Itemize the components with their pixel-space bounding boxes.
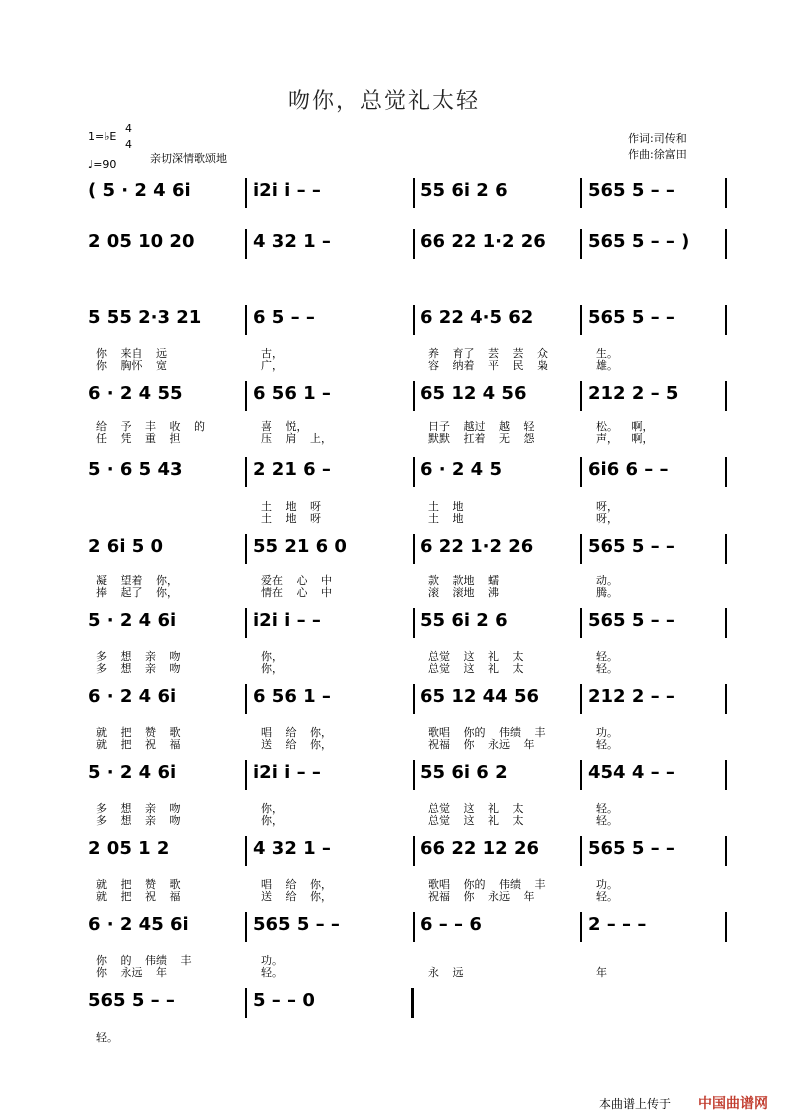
bar-line xyxy=(580,912,582,942)
measure-notes: 6 22 1·2 26 xyxy=(420,536,534,557)
lyric-text: 轻。 xyxy=(596,802,618,815)
measure-notes: 5 · 2 4 6i xyxy=(88,610,177,631)
measure-notes: 2 05 1 2 xyxy=(88,838,170,859)
lyric-text: 功。 xyxy=(596,878,618,891)
lyric-text: 土 地 呀 xyxy=(261,512,321,525)
measure-notes: 6 · 2 45 6i xyxy=(88,914,189,935)
lyric-text: 总觉 这 礼 太 xyxy=(428,650,524,663)
lyric-text: 你 永远 年 xyxy=(96,966,167,979)
lyric-text: 声， 啊， xyxy=(596,432,654,445)
lyric-text: 生。 xyxy=(596,347,618,360)
notation-system xyxy=(0,180,790,220)
bar-line xyxy=(413,381,415,411)
bar-line xyxy=(580,381,582,411)
bar-line xyxy=(580,178,582,208)
measure-notes: 5 – – 0 xyxy=(253,990,315,1011)
lyric-text: 默默 扛着 无 怨 xyxy=(428,432,535,445)
time-signature-top: 4 xyxy=(125,122,132,135)
notation-system xyxy=(0,914,790,954)
lyric-text: 土 地 呀 xyxy=(261,500,321,513)
measure-notes: 65 12 44 56 xyxy=(420,686,539,707)
measure-notes: 565 5 – – ) xyxy=(588,231,690,252)
lyric-line xyxy=(0,814,790,827)
lyric-text: 压 肩 上， xyxy=(261,432,332,445)
bar-line xyxy=(725,229,727,259)
lyric-text: 你， xyxy=(261,802,283,815)
bar-line xyxy=(245,988,247,1018)
key-signature: 1=♭E xyxy=(88,130,117,143)
bar-line xyxy=(245,912,247,942)
lyric-text: 你， xyxy=(261,650,283,663)
bar-line xyxy=(245,381,247,411)
lyric-text: 就 把 赞 歌 xyxy=(96,726,181,739)
measure-notes: 2 05 10 20 xyxy=(88,231,195,252)
measure-notes: ( 5 · 2 4 6i xyxy=(88,180,191,201)
lyric-line xyxy=(0,586,790,599)
measure-notes: 66 22 12 26 xyxy=(420,838,539,859)
lyric-text: 唱 给 你， xyxy=(261,726,332,739)
lyric-line xyxy=(0,1031,790,1044)
bar-line xyxy=(413,760,415,790)
measure-notes: 565 5 – – xyxy=(588,536,675,557)
measure-notes: 5 · 6 5 43 xyxy=(88,459,183,480)
lyric-text: 歌唱 你的 伟绩 丰 xyxy=(428,878,546,891)
bar-line xyxy=(580,760,582,790)
lyric-text: 功。 xyxy=(261,954,283,967)
measure-notes: 66 22 1·2 26 xyxy=(420,231,546,252)
measure-notes: 65 12 4 56 xyxy=(420,383,527,404)
bar-line xyxy=(725,381,727,411)
bar-line xyxy=(413,912,415,942)
measure-notes: 55 21 6 0 xyxy=(253,536,347,557)
time-signature-bottom: 4 xyxy=(125,138,132,151)
lyric-text: 喜 悦， xyxy=(261,420,308,433)
lyric-text: 你 的 伟绩 丰 xyxy=(96,954,192,967)
measure-notes: 565 5 – – xyxy=(588,307,675,328)
lyric-text: 轻。 xyxy=(596,890,618,903)
bar-line xyxy=(725,912,727,942)
lyric-text: 祝福 你 永远 年 xyxy=(428,890,535,903)
bar-line xyxy=(245,305,247,335)
lyric-line xyxy=(0,432,790,445)
measure-notes: 6 5 – – xyxy=(253,307,315,328)
lyric-line xyxy=(0,662,790,675)
lyric-text: 就 把 祝 福 xyxy=(96,890,181,903)
bar-line xyxy=(413,684,415,714)
bar-line xyxy=(580,836,582,866)
measure-notes: 6 · 2 4 6i xyxy=(88,686,177,707)
measure-notes: 4 32 1 – xyxy=(253,838,331,859)
measure-notes: 5 · 2 4 6i xyxy=(88,762,177,783)
lyric-line xyxy=(0,966,790,979)
bar-line xyxy=(413,836,415,866)
footer-text: 本曲谱上传于 xyxy=(599,1097,672,1111)
lyric-line xyxy=(0,512,790,525)
lyric-text: 款 款地 蠕 xyxy=(428,574,499,587)
notation-system xyxy=(0,231,790,271)
measure-notes: i2i i – – xyxy=(253,762,321,783)
bar-line xyxy=(580,534,582,564)
measure-notes: 565 5 – – xyxy=(88,990,175,1011)
bar-line xyxy=(245,608,247,638)
notation-system xyxy=(0,307,790,347)
lyric-text: 年 xyxy=(596,966,607,979)
bar-line xyxy=(245,534,247,564)
lyric-text: 多 想 亲 吻 xyxy=(96,650,181,663)
measure-notes: 212 2 – 5 xyxy=(588,383,679,404)
notation-system xyxy=(0,838,790,878)
bar-line xyxy=(245,836,247,866)
lyric-text: 轻。 xyxy=(596,650,618,663)
measure-notes: 6 22 4·5 62 xyxy=(420,307,534,328)
lyric-text: 轻。 xyxy=(596,662,618,675)
lyric-text: 呀， xyxy=(596,500,618,513)
bar-line xyxy=(413,457,415,487)
lyric-line xyxy=(0,738,790,751)
measure-notes: 565 5 – – xyxy=(588,838,675,859)
lyric-text: 情在 心 中 xyxy=(261,586,332,599)
measure-notes: 454 4 – – xyxy=(588,762,675,783)
bar-line xyxy=(725,760,727,790)
lyric-text: 就 把 赞 歌 xyxy=(96,878,181,891)
bar-line xyxy=(725,836,727,866)
measure-notes: 55 6i 6 2 xyxy=(420,762,508,783)
measure-notes: 55 6i 2 6 xyxy=(420,610,508,631)
lyric-text: 给 予 丰 收 的 xyxy=(96,420,205,433)
lyric-text: 歌唱 你的 伟绩 丰 xyxy=(428,726,546,739)
lyric-text: 养 育了 芸 芸 众 xyxy=(428,347,548,360)
bar-line xyxy=(245,457,247,487)
measure-notes: 2 21 6 – xyxy=(253,459,331,480)
lyric-text: 轻。 xyxy=(596,814,618,827)
lyric-text: 轻。 xyxy=(596,738,618,751)
notation-system xyxy=(0,536,790,576)
lyric-text: 多 想 亲 吻 xyxy=(96,802,181,815)
measure-notes: i2i i – – xyxy=(253,180,321,201)
measure-notes: 565 5 – – xyxy=(253,914,340,935)
lyric-text: 古， xyxy=(261,347,283,360)
lyric-text: 唱 给 你， xyxy=(261,878,332,891)
lyric-text: 总觉 这 礼 太 xyxy=(428,802,524,815)
measure-notes: 6 56 1 – xyxy=(253,383,331,404)
lyric-text: 动。 xyxy=(596,574,618,587)
bar-line xyxy=(580,305,582,335)
lyric-text: 捧 起了 你， xyxy=(96,586,178,599)
measure-notes: 55 6i 2 6 xyxy=(420,180,508,201)
song-title: 吻你，总觉礼太轻 xyxy=(288,89,481,114)
bar-line xyxy=(411,988,414,1018)
lyric-text: 祝福 你 永远 年 xyxy=(428,738,535,751)
lyric-text: 轻。 xyxy=(96,1031,118,1044)
lyric-line xyxy=(0,890,790,903)
lyric-text: 你， xyxy=(261,814,283,827)
measure-notes: 5 55 2·3 21 xyxy=(88,307,202,328)
lyric-text: 送 给 你， xyxy=(261,890,332,903)
bar-line xyxy=(580,684,582,714)
bar-line xyxy=(725,608,727,638)
lyric-text: 滚 滚地 沸 xyxy=(428,586,499,599)
measure-notes: 2 6i 5 0 xyxy=(88,536,164,557)
site-logo: 中国曲谱网 xyxy=(698,1096,768,1112)
lyric-text: 轻。 xyxy=(261,966,283,979)
notation-system xyxy=(0,610,790,650)
tempo-marking: ♩=90 xyxy=(88,158,117,171)
lyric-line xyxy=(0,359,790,372)
lyric-text: 永 远 xyxy=(428,966,464,979)
bar-line xyxy=(580,457,582,487)
bar-line xyxy=(725,457,727,487)
bar-line xyxy=(580,229,582,259)
lyric-text: 雄。 xyxy=(596,359,618,372)
notation-system xyxy=(0,383,790,423)
bar-line xyxy=(725,534,727,564)
lyricist-credit: 作词:司传和 xyxy=(628,132,687,145)
lyric-text: 爱在 心 中 xyxy=(261,574,332,587)
lyric-text: 广， xyxy=(261,359,283,372)
lyric-text: 你 胸怀 宽 xyxy=(96,359,167,372)
lyric-text: 多 想 亲 吻 xyxy=(96,662,181,675)
lyric-text: 任 凭 重 担 xyxy=(96,432,181,445)
bar-line xyxy=(413,534,415,564)
bar-line xyxy=(580,608,582,638)
lyric-text: 你， xyxy=(261,662,283,675)
lyric-text: 土 地 xyxy=(428,512,464,525)
measure-notes: 565 5 – – xyxy=(588,180,675,201)
lyric-text: 土 地 xyxy=(428,500,464,513)
measure-notes: 4 32 1 – xyxy=(253,231,331,252)
bar-line xyxy=(413,608,415,638)
measure-notes: 2 – – – xyxy=(588,914,647,935)
lyric-text: 总觉 这 礼 太 xyxy=(428,814,524,827)
lyric-text: 容 纳着 平 民 枭 xyxy=(428,359,548,372)
lyric-text: 总觉 这 礼 太 xyxy=(428,662,524,675)
bar-line xyxy=(245,760,247,790)
measure-notes: 6 – – 6 xyxy=(420,914,482,935)
bar-line xyxy=(413,305,415,335)
notation-system xyxy=(0,459,790,499)
measure-notes: 565 5 – – xyxy=(588,610,675,631)
lyric-text: 功。 xyxy=(596,726,618,739)
notation-system xyxy=(0,762,790,802)
bar-line xyxy=(413,229,415,259)
measure-notes: i2i i – – xyxy=(253,610,321,631)
expression-marking: 亲切深情歌颂地 xyxy=(150,152,227,165)
bar-line xyxy=(413,178,415,208)
lyric-text: 你 来自 远 xyxy=(96,347,167,360)
bar-line xyxy=(245,684,247,714)
bar-line xyxy=(725,305,727,335)
lyric-text: 日子 越过 越 轻 xyxy=(428,420,535,433)
lyric-text: 腾。 xyxy=(596,586,618,599)
lyric-text: 送 给 你， xyxy=(261,738,332,751)
lyric-text: 呀， xyxy=(596,512,618,525)
bar-line xyxy=(245,229,247,259)
notation-system xyxy=(0,990,790,1030)
composer-credit: 作曲:徐富田 xyxy=(628,148,687,161)
lyric-text: 凝 望着 你， xyxy=(96,574,178,587)
bar-line xyxy=(725,178,727,208)
measure-notes: 6 56 1 – xyxy=(253,686,331,707)
measure-notes: 6 · 2 4 5 xyxy=(420,459,503,480)
bar-line xyxy=(725,684,727,714)
lyric-text: 就 把 祝 福 xyxy=(96,738,181,751)
bar-line xyxy=(245,178,247,208)
lyric-text: 多 想 亲 吻 xyxy=(96,814,181,827)
measure-notes: 6i6 6 – – xyxy=(588,459,669,480)
measure-notes: 6 · 2 4 55 xyxy=(88,383,183,404)
measure-notes: 212 2 – – xyxy=(588,686,675,707)
notation-system xyxy=(0,686,790,726)
lyric-text: 松。 啊， xyxy=(596,420,654,433)
